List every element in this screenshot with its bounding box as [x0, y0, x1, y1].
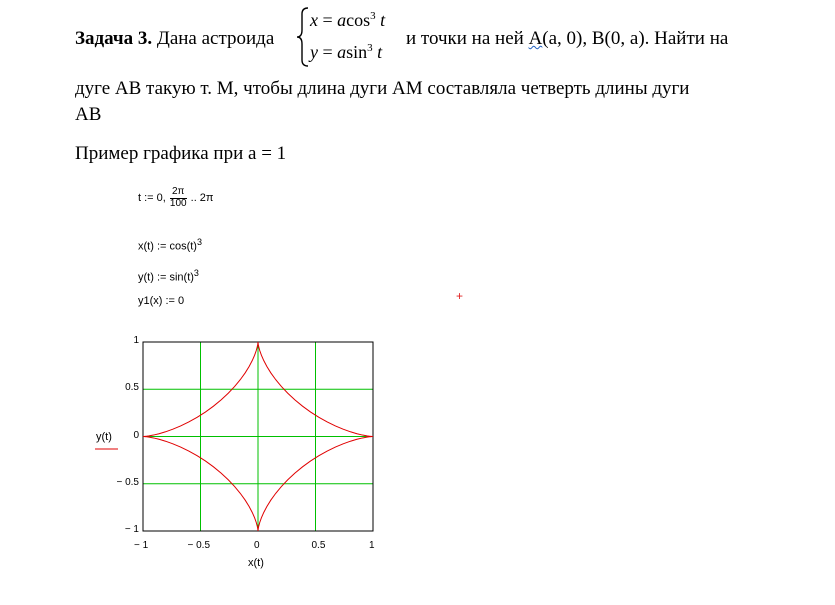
x-tick-label: − 0.5 — [187, 540, 211, 551]
task-heading: Задача 3. — [75, 28, 153, 49]
insertion-cursor[interactable]: + — [456, 289, 464, 303]
point-a-letter: А — [528, 28, 543, 49]
example-caption: Пример графика при a = 1 — [75, 143, 287, 164]
task-line-1-tail — [406, 28, 728, 50]
task-intro: Дана астроида — [156, 28, 275, 49]
equation-y: y = asin$^3$ t — [310, 42, 383, 62]
x-definition: x(t) := $\cos(t)^3$ — [138, 237, 202, 253]
equation-system — [296, 6, 406, 68]
y-tick-label: 1 — [133, 335, 139, 346]
y-axis-label: y(t) — [96, 431, 112, 443]
task-line-2: дуге АВ такую т. М, чтобы длина дуги АМ составляла четверть длины дуги — [75, 78, 690, 99]
y-definition: y(t) := $\sin(t)^3$ — [138, 268, 199, 284]
astroid-curve — [143, 342, 373, 531]
left-brace-icon — [296, 6, 310, 68]
y-tick-label: 0.5 — [125, 382, 139, 394]
range-definition: t := 0, $\frac{2\pi}{100}$ .. 2π — [138, 186, 214, 209]
plot-frame — [143, 342, 373, 531]
y1-definition: y1(x) := 0 — [138, 295, 185, 307]
equation-x: x = acos$^3$ t — [310, 10, 386, 30]
points-intro: и точки на ней — [406, 28, 529, 49]
y-tick-label: 0 — [133, 429, 139, 441]
y-tick-label: − 0.5 — [116, 476, 139, 488]
x-tick-label: − 1 — [134, 540, 149, 551]
y-tick-label: − 1 — [124, 524, 139, 535]
x-tick-label: 0.5 — [311, 540, 326, 551]
task-line-1 — [75, 28, 274, 50]
points-text: (a, 0), B(0, a). Найти на — [542, 28, 729, 49]
chart-grid — [143, 342, 373, 531]
x-tick-label: 0 — [254, 540, 260, 551]
x-tick-label: 1 — [369, 540, 375, 551]
x-axis-label: x(t) — [248, 557, 264, 569]
task-line-3: АВ — [75, 104, 102, 125]
